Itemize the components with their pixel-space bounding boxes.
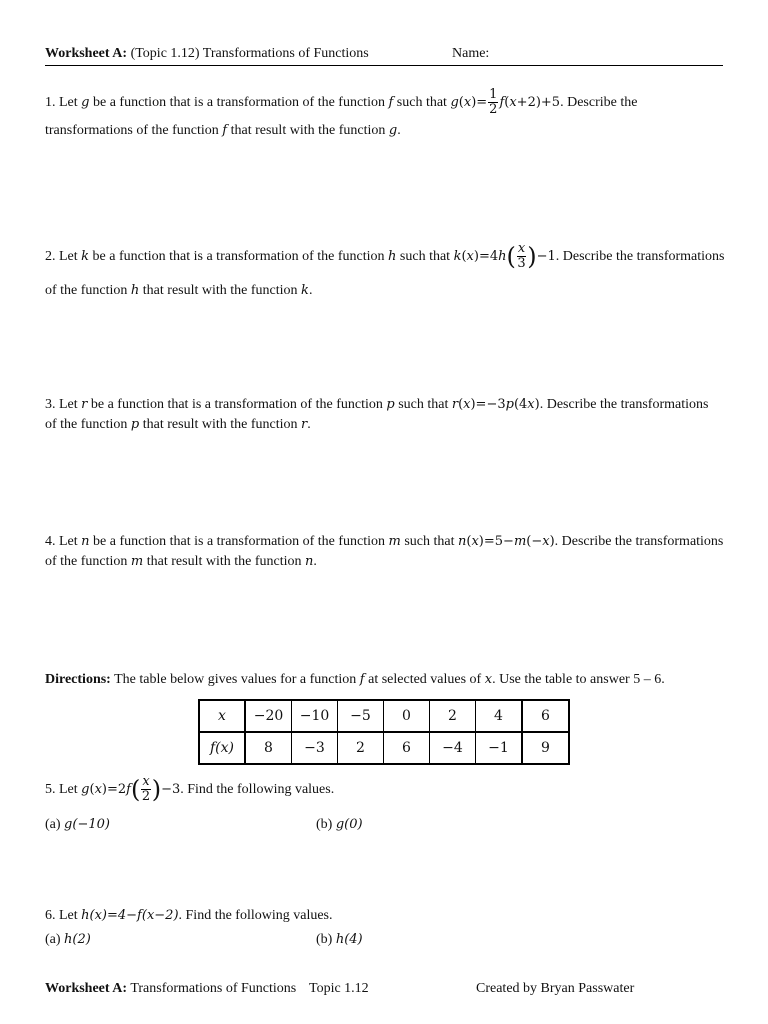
directions-var-x: x: [484, 672, 493, 687]
q6-text-post: . Find the following values.: [178, 908, 333, 923]
directions-text2: at selected values of: [368, 672, 482, 687]
directions-text3: . Use the table to answer 5 – 6.: [492, 672, 665, 687]
q1-text-line2b: that result with the function: [230, 123, 386, 138]
q3-text-end: .: [307, 417, 311, 432]
q3-text-line2b: that result with the function: [142, 417, 298, 432]
q1-text-pre: Let: [59, 95, 78, 110]
table-cell: −10: [292, 700, 338, 732]
header-title-group: [45, 46, 369, 62]
q4-text-line2b: that result with the function: [146, 554, 302, 569]
table-cell: 6: [522, 700, 569, 732]
header-title: (Topic 1.12) Transformations of Functions: [130, 46, 369, 61]
table-cell: 4: [476, 700, 523, 732]
table-cell: −3: [292, 732, 338, 764]
q1-var-f2: f: [222, 123, 228, 138]
table-cell: 2: [338, 732, 384, 764]
q3-var-r: r: [81, 397, 88, 412]
question-3: [45, 395, 725, 435]
table-cell: −20: [245, 700, 292, 732]
q4-var-n: n: [81, 534, 90, 549]
q4-text-pre: Let: [59, 534, 78, 549]
q4-text-such: such that: [404, 534, 455, 549]
table-row-x: [199, 700, 569, 732]
table-x-label: x: [218, 708, 226, 724]
q6-a-expression: h(2): [64, 932, 91, 947]
q3-equation: r(x)=−3p(4x): [451, 397, 540, 412]
table-cell: −4: [430, 732, 476, 764]
q6-a-label: (a): [45, 932, 61, 947]
q2-text-line2: of the function: [45, 283, 128, 298]
q5-b-label: (b): [316, 817, 333, 832]
q2-equation: k(x)=4h( $\frac{x}{3}$ )−1: [453, 241, 556, 271]
q4-var-n2: n: [305, 554, 314, 569]
q6-equation: h(x)=4−f(x−2): [81, 908, 179, 923]
q5-text-pre: Let: [59, 782, 78, 797]
q3-text-mid: be a function that is a transformation of the function: [90, 397, 383, 412]
q4-number: 4.: [45, 534, 56, 549]
q2-number: 2.: [45, 249, 56, 264]
q3-number: 3.: [45, 397, 56, 412]
q1-var-g: g: [81, 95, 90, 110]
q2-text-post: . Describe the transformations: [555, 249, 725, 264]
q6-number: 6.: [45, 908, 56, 923]
directions: [45, 670, 725, 690]
name-field-label: Name:: [452, 46, 490, 61]
q6-b-expression: h(4): [335, 932, 363, 947]
function-value-table: [198, 699, 570, 765]
q4-text-post: . Describe the transformations: [554, 534, 724, 549]
q3-var-p: p: [386, 397, 395, 412]
q3-text-post: . Describe the transformations: [539, 397, 709, 412]
table-cell: −1: [476, 732, 523, 764]
directions-var-f: f: [359, 672, 365, 687]
table-cell: 6: [384, 732, 430, 764]
q4-var-m: m: [388, 534, 401, 549]
q1-text-line2: transformations of the function: [45, 123, 219, 138]
q1-text-post: . Describe the: [560, 95, 638, 110]
table-header-x: [199, 700, 245, 732]
q4-equation: n(x)=5−m(−x): [458, 534, 555, 549]
worksheet-header: [45, 46, 723, 66]
q4-text-line2: of the function: [45, 554, 128, 569]
q6-part-b: [316, 932, 363, 948]
q5-equation: g(x)=2f( $\frac{x}{2}$ )−3: [81, 774, 181, 804]
question-5: [45, 773, 725, 807]
q5-a-expression: g(−10): [64, 817, 110, 832]
q3-text-such: such that: [398, 397, 449, 412]
q2-text-mid: be a function that is a transformation of the function: [92, 249, 385, 264]
q3-text-pre: Let: [59, 397, 78, 412]
directions-text1: The table below gives values for a function: [114, 672, 357, 687]
table-cell: 2: [430, 700, 476, 732]
q5-b-expression: g(0): [335, 817, 363, 832]
q2-var-h2: h: [130, 283, 140, 298]
question-1: [45, 88, 725, 145]
q5-part-b: [316, 817, 363, 833]
table-cell: 8: [245, 732, 292, 764]
worksheet-footer: [45, 981, 745, 997]
q1-text-mid: be a function that is a transformation of the function: [92, 95, 385, 110]
q6-part-a: [45, 932, 91, 948]
q5-number: 5.: [45, 782, 56, 797]
footer-worksheet-label: Worksheet A:: [45, 981, 128, 996]
q1-equation: g(x)= $\frac{1}{2}$ f(x+2)+5: [450, 87, 561, 117]
q2-text-end: .: [308, 283, 313, 298]
q4-var-m2: m: [130, 554, 144, 569]
table-cell: 0: [384, 700, 430, 732]
q1-number: 1.: [45, 95, 56, 110]
table-cell: 9: [522, 732, 569, 764]
q3-text-line2: of the function: [45, 417, 128, 432]
q5-a-label: (a): [45, 817, 61, 832]
table-header-fx: [199, 732, 245, 764]
q2-var-k: k: [81, 249, 90, 264]
q3-var-r2: r: [301, 417, 308, 432]
q2-text-line2b: that result with the function: [142, 283, 298, 298]
q1-text-such: such that: [396, 95, 447, 110]
q2-var-k2: k: [301, 283, 309, 298]
table-row-fx: [199, 732, 569, 764]
directions-label: Directions:: [45, 672, 111, 687]
question-2: [45, 240, 725, 308]
q1-text-end: .: [397, 123, 401, 138]
q2-text-pre: Let: [59, 249, 78, 264]
q4-text-mid: be a function that is a transformation of the function: [93, 534, 386, 549]
q5-text-post: . Find the following values.: [180, 782, 335, 797]
question-4: [45, 532, 725, 572]
header-worksheet-label: Worksheet A:: [45, 46, 128, 61]
footer-credit: Created by Bryan Passwater: [476, 981, 635, 996]
footer-title: Transformations of Functions: [130, 981, 297, 996]
q1-var-g2: g: [388, 123, 398, 138]
q2-text-such: such that: [399, 249, 451, 264]
table-cell: −5: [338, 700, 384, 732]
q6-text-pre: Let: [59, 908, 78, 923]
q3-var-p2: p: [130, 417, 140, 432]
question-6: [45, 906, 725, 926]
q6-b-label: (b): [316, 932, 333, 947]
table-fx-label: f(x): [209, 740, 234, 756]
footer-topic: Topic 1.12: [309, 981, 369, 996]
q5-part-a: [45, 817, 110, 833]
q1-var-f: f: [388, 95, 394, 110]
q4-text-end: .: [313, 554, 317, 569]
q2-var-h: h: [388, 249, 397, 264]
